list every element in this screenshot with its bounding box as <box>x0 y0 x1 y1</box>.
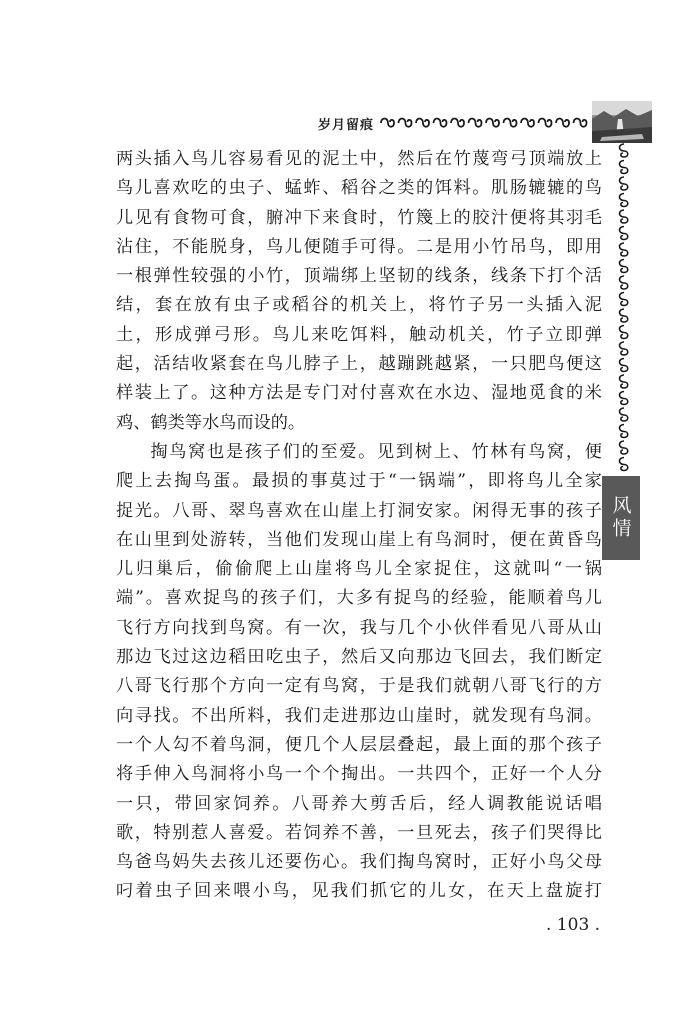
paragraph <box>116 145 602 438</box>
header-ornament <box>380 114 592 132</box>
header-title: 岁月留痕 <box>318 117 375 133</box>
text-line: 土，形成弹弓形。鸟儿来吃饵料，触动机关，竹子立即弹 <box>116 324 602 345</box>
text-line: 那边飞过这边稻田吃虫子，然后又向那边飞回去，我们断定 <box>116 647 602 668</box>
side-ornament <box>614 143 634 483</box>
text-line: 鸟儿喜欢吃的虫子、蜢蚱、稻谷之类的饵料。肌肠辘辘的鸟 <box>116 178 602 199</box>
text-line: 鸡、鹤类等水鸟而设的。 <box>116 412 306 433</box>
text-line: 起，活结收紧套在鸟儿脖子上，越蹦跳越紧，一只肥鸟便这 <box>116 354 602 375</box>
text-line: 一只，带回家饲养。八哥养大剪舌后，经人调教能说话唱 <box>116 793 602 814</box>
text-line: 一根弹性较强的小竹，顶端绑上坚韧的线条，线条下打个活 <box>116 266 602 287</box>
text-line: 沾住，不能脱身，鸟儿便随手可得。二是用小竹吊鸟，即用 <box>116 236 602 257</box>
text-line: 将手伸入鸟洞将小鸟一个个掏出。一共四个，正好一个人分 <box>116 764 602 785</box>
page-number: . 103 . <box>546 915 601 935</box>
text-line: 八哥飞行那个方向一定有鸟窝，于是我们就朝八哥飞行的方 <box>116 676 602 697</box>
text-line: 捉光。八哥、翠鸟喜欢在山崖上打洞安家。闲得无事的孩子 <box>116 500 602 521</box>
text-line: 两头插入鸟儿容易看见的泥土中，然后在竹蔑弯弓顶端放上 <box>116 149 602 169</box>
text-line: 飞行方向找到鸟窝。有一次，我与几个小伙伴看见八哥从山 <box>116 617 602 638</box>
paragraph <box>116 438 602 907</box>
text-line: 样装上了。这种方法是专门对付喜欢在水边、湿地觅食的米 <box>116 383 602 404</box>
section-side-label: 风情 <box>602 476 640 560</box>
text-line: 在山里到处游转，当他们发现山崖上有鸟洞时，便在黄昏鸟 <box>116 529 602 550</box>
text-line: 向寻找。不出所料，我们走进那边山崖时，就发现有鸟洞。 <box>116 705 602 726</box>
text-line: 掏鸟窝也是孩子们的至爱。见到树上、竹林有鸟窝，便 <box>150 441 602 462</box>
running-header <box>318 112 374 134</box>
landscape-photo-icon <box>592 101 652 143</box>
text-line: 结，套在放有虫子或稻谷的机关上，将竹子另一头插入泥 <box>116 295 602 316</box>
text-line: 爬上去掏鸟蛋。最损的事莫过于“一锅端”，即将鸟儿全家 <box>116 471 602 492</box>
text-line: 端”。喜欢捉鸟的孩子们，大多有捉鸟的经验，能顺着鸟儿 <box>116 588 602 609</box>
text-line: 歌，特别惹人喜爱。若饲养不善，一旦死去，孩子们哭得比 <box>116 822 602 843</box>
text-line: 一个人勾不着鸟洞，便几个人层层叠起，最上面的那个孩子 <box>116 734 602 755</box>
body-text <box>116 145 602 907</box>
text-line: 鸟爸鸟妈失去孩儿还要伤心。我们掏鸟窝时，正好小鸟父母 <box>116 852 602 873</box>
text-line: 儿见有食物可食，腑冲下来食时，竹篾上的胶汁便将其羽毛 <box>116 207 602 228</box>
text-line: 儿归巢后，偷偷爬上山崖将鸟儿全家捉住，这就叫“一锅 <box>116 559 602 580</box>
text-line: 叼着虫子回来喂小鸟，见我们抓它的儿女，在天上盘旋打 <box>116 881 602 902</box>
